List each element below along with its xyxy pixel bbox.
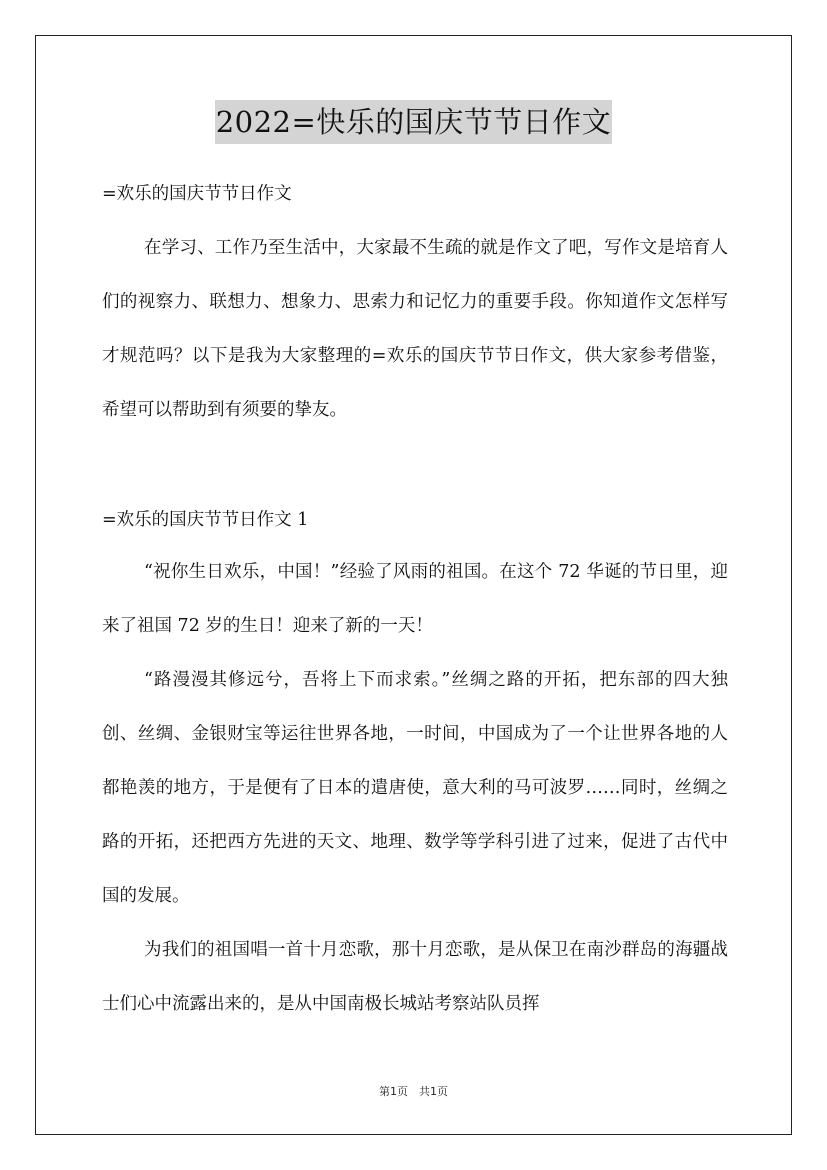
paragraph-3: 为我们的祖国唱一首十月恋歌，那十月恋歌，是从保卫在南沙群岛的海疆战士们心中流露出来的，是从中国南极长城站考察站队员挥 <box>102 940 728 1014</box>
intro-paragraph: 在学习、工作乃至生活中，大家最不生疏的就是作文了吧，写作文是培育人们的视察力、联想力、想象力、思索力和记忆力的重要手段。你知道作文怎样写才规范吗？以下是我为大家整理的=欢乐的国庆节节日作文，供大家参考借鉴，希望可以帮助到有须要的挚友。 <box>102 238 728 420</box>
section-heading: =欢乐的国庆节节日作文 1 <box>102 510 309 530</box>
subtitle: =欢乐的国庆节节日作文 <box>102 184 292 204</box>
page-footer: 第1页 共1页 <box>379 1085 448 1098</box>
paragraph-2: “路漫漫其修远兮，吾将上下而求索。”丝绸之路的开拓，把东部的四大独创、丝绸、金银财宝等运往世界各地，一时间，中国成为了一个让世界各地的人都艳羡的地方，于是便有了日本的遣唐使，意大利的马可波罗……同时，丝绸之路的开拓，还把西方先进的天文、地理、数学等学科引进了过来，促进了古代中国的发展。 <box>102 670 728 906</box>
document-title: 2022=快乐的国庆节节日作文 <box>215 100 613 144</box>
title-container <box>0 100 827 144</box>
paragraph-1: “祝你生日欢乐，中国！”经验了风雨的祖国。在这个 72 华诞的节日里，迎来了祖国 72 岁的生日！迎来了新的一天！ <box>102 562 728 636</box>
